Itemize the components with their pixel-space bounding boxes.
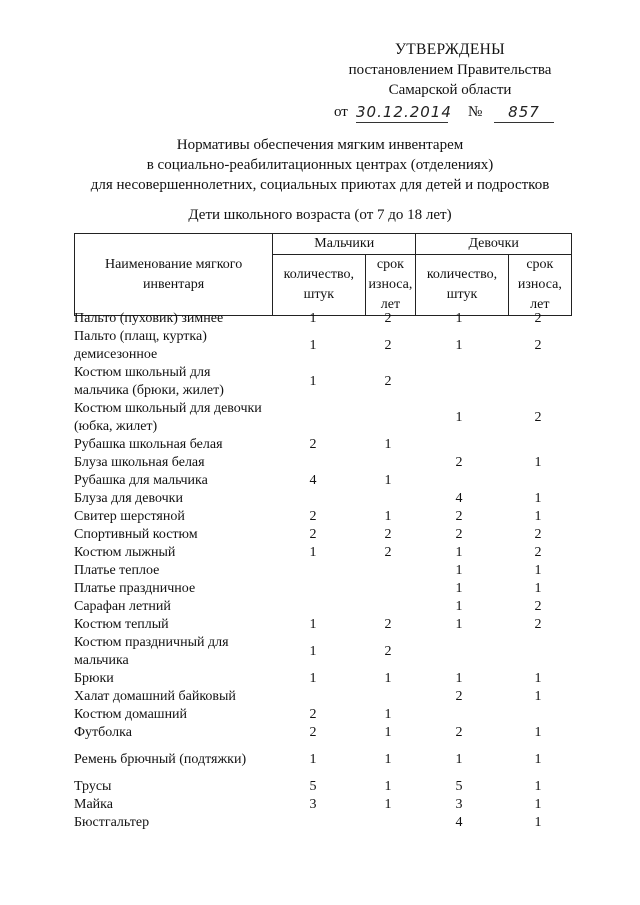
girls-term: 2: [534, 410, 542, 425]
item-name: Рубашка школьная белая: [74, 437, 223, 452]
item-name: Костюм школьный для мальчика (брюки, жилет): [74, 365, 224, 398]
item-name: Костюм лыжный: [74, 545, 176, 560]
girls-term: 1: [534, 725, 542, 740]
girls-term: 1: [534, 752, 542, 767]
girls-quantity: 2: [455, 527, 463, 542]
boys-quantity: 1: [309, 752, 317, 767]
header-group-girls: Девочки: [416, 234, 572, 255]
table-row: [74, 724, 572, 742]
boys-term: 2: [384, 644, 392, 659]
boys-term: 1: [384, 779, 392, 794]
girls-quantity: 5: [455, 779, 463, 794]
item-name: Платье теплое: [74, 563, 160, 578]
table-row: [74, 706, 572, 724]
item-name: Халат домашний байковый: [74, 689, 236, 704]
girls-term: 2: [534, 617, 542, 632]
table-row: [74, 688, 572, 706]
girls-term: 1: [534, 563, 542, 578]
table-row: [74, 526, 572, 544]
girls-quantity: 4: [455, 491, 463, 506]
document-heading: [0, 135, 640, 195]
girls-quantity: 1: [455, 338, 463, 353]
boys-quantity: 2: [309, 509, 317, 524]
item-name: Блуза школьная белая: [74, 455, 205, 470]
girls-term: 1: [534, 815, 542, 830]
approval-line-2: Самарской области: [388, 82, 512, 98]
table-row: [74, 544, 572, 562]
boys-quantity: 2: [309, 437, 317, 452]
table-row: [74, 328, 572, 364]
heading-line-1: Нормативы обеспечения мягким инвентарем: [176, 137, 464, 153]
item-name: Пальто (пуховик) зимнее: [74, 311, 224, 326]
table-row: [74, 616, 572, 634]
approval-block: [330, 40, 570, 124]
girls-quantity: 1: [455, 545, 463, 560]
boys-term: 1: [384, 671, 392, 686]
item-name: Майка: [74, 797, 113, 812]
girls-term: 1: [534, 455, 542, 470]
girls-term: 1: [534, 797, 542, 812]
table-row: [74, 814, 572, 832]
boys-quantity: 1: [309, 338, 317, 353]
boys-term: 2: [384, 338, 392, 353]
item-name: Костюм теплый: [74, 617, 169, 632]
table-row: [74, 472, 572, 490]
approval-title: УТВЕРЖДЕНЫ: [395, 41, 505, 58]
boys-term: 1: [384, 752, 392, 767]
girls-quantity: 1: [455, 671, 463, 686]
table-body: [74, 310, 572, 832]
table-row: [74, 490, 572, 508]
boys-quantity: 2: [309, 707, 317, 722]
boys-quantity: 3: [309, 797, 317, 812]
item-name: Бюстгальтер: [74, 815, 150, 830]
boys-term: 2: [384, 545, 392, 560]
item-name: Платье праздничное: [74, 581, 196, 596]
heading-line-3: для несовершеннолетних, социальных приютах для детей и подростков: [90, 177, 550, 193]
boys-quantity: 1: [309, 374, 317, 389]
girls-quantity: 2: [455, 725, 463, 740]
boys-term: 2: [384, 374, 392, 389]
item-name: Пальто (плащ, куртка) демисезонное: [74, 329, 207, 362]
table-row: [74, 670, 572, 688]
girls-term: 1: [534, 689, 542, 704]
girls-term: 1: [534, 581, 542, 596]
age-group-subheading: Дети школьного возраста (от 7 до 18 лет): [188, 207, 452, 223]
girls-quantity: 1: [455, 599, 463, 614]
item-name: Костюм школьный для девочки (юбка, жилет): [74, 401, 262, 434]
table-row: [74, 562, 572, 580]
girls-quantity: 1: [455, 563, 463, 578]
item-name: Спортивный костюм: [74, 527, 198, 542]
boys-term: 1: [384, 473, 392, 488]
girls-quantity: 2: [455, 509, 463, 524]
boys-term: 1: [384, 725, 392, 740]
girls-quantity: 1: [455, 752, 463, 767]
boys-term: 1: [384, 707, 392, 722]
boys-quantity: 5: [309, 779, 317, 794]
girls-quantity: 3: [455, 797, 463, 812]
table-row: [74, 400, 572, 436]
boys-quantity: 1: [309, 545, 317, 560]
boys-quantity: 1: [309, 311, 317, 326]
date-prefix: от: [334, 104, 348, 120]
girls-term: 1: [534, 491, 542, 506]
handwritten-date: 30.12.2014: [356, 103, 452, 121]
table-row: [74, 454, 572, 472]
item-name: Костюм домашний: [74, 707, 188, 722]
table-row: [74, 364, 572, 400]
item-name: Брюки: [74, 671, 114, 686]
header-girls-term: срок износа, лет: [508, 255, 571, 316]
item-name: Костюм праздничный для мальчика: [74, 635, 229, 668]
table-row: [74, 598, 572, 616]
item-name: Свитер шерстяной: [74, 509, 185, 524]
table-row: [74, 580, 572, 598]
item-name: Футболка: [74, 725, 132, 740]
boys-quantity: 1: [309, 671, 317, 686]
heading-line-2: в социально-реабилитационных центрах (отделениях): [146, 157, 494, 173]
header-group-boys: Мальчики: [273, 234, 416, 255]
table-row: [74, 778, 572, 796]
boys-quantity: 2: [309, 725, 317, 740]
girls-term: 1: [534, 509, 542, 524]
boys-term: 2: [384, 527, 392, 542]
girls-quantity: 2: [455, 455, 463, 470]
item-name: Ремень брючный (подтяжки): [74, 752, 247, 767]
boys-term: 1: [384, 437, 392, 452]
girls-quantity: 1: [455, 311, 463, 326]
boys-term: 2: [384, 617, 392, 632]
number-prefix: №: [468, 104, 483, 120]
girls-term: 1: [534, 671, 542, 686]
boys-quantity: 4: [309, 473, 317, 488]
boys-term: 1: [384, 797, 392, 812]
girls-quantity: 4: [455, 815, 463, 830]
girls-quantity: 1: [455, 617, 463, 632]
table-row: [74, 310, 572, 328]
table-row: [74, 796, 572, 814]
table-row: [74, 742, 572, 778]
girls-term: 2: [534, 338, 542, 353]
boys-term: 1: [384, 509, 392, 524]
header-item-name: Наименование мягкого инвентаря: [75, 234, 273, 316]
header-girls-quantity: количество, штук: [416, 255, 508, 316]
girls-term: 2: [534, 311, 542, 326]
item-name: Блуза для девочки: [74, 491, 183, 506]
table-row: [74, 508, 572, 526]
girls-term: 2: [534, 527, 542, 542]
girls-quantity: 1: [455, 410, 463, 425]
handwritten-number: 857: [494, 102, 554, 123]
girls-term: 1: [534, 779, 542, 794]
table-row: [74, 436, 572, 454]
item-name: Рубашка для мальчика: [74, 473, 208, 488]
header-boys-term: срок износа, лет: [365, 255, 416, 316]
approval-line-1: постановлением Правительства: [348, 62, 552, 78]
boys-term: 2: [384, 311, 392, 326]
table-row: [74, 634, 572, 670]
boys-quantity: 1: [309, 644, 317, 659]
table-header: [74, 233, 572, 316]
header-boys-quantity: количество, штук: [273, 255, 365, 316]
item-name: Сарафан летний: [74, 599, 171, 614]
girls-quantity: 1: [455, 581, 463, 596]
boys-quantity: 1: [309, 617, 317, 632]
girls-term: 2: [534, 599, 542, 614]
boys-quantity: 2: [309, 527, 317, 542]
girls-quantity: 2: [455, 689, 463, 704]
approval-date-number: [330, 100, 570, 124]
item-name: Трусы: [74, 779, 112, 794]
girls-term: 2: [534, 545, 542, 560]
